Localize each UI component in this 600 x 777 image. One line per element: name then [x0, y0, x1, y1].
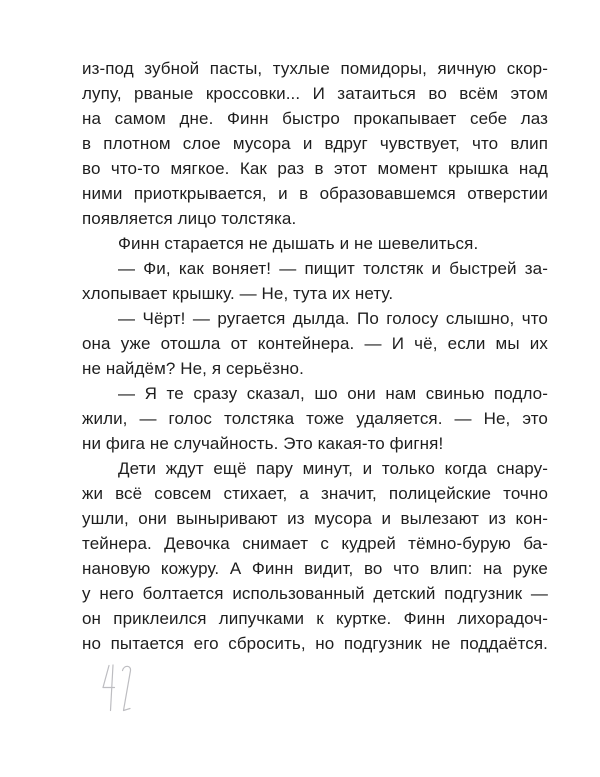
text-line: из-под зубной пасты, тухлые помидоры, яичную скор- — [82, 59, 548, 78]
page-text — [82, 56, 548, 656]
text-line: появляется лицо толстяка. — [82, 209, 297, 228]
text-line: ушли, они выныривают из мусора и вылезают из кон- — [82, 509, 548, 528]
page-number — [98, 663, 142, 713]
text-line: — Фи, как воняет! — пищит толстяк и быстрей за- — [118, 259, 548, 278]
text-line: — Чёрт! — ругается дылда. По голосу слышно, что — [118, 309, 548, 328]
text-line: жи всё совсем стихает, а значит, полицейские точно — [82, 484, 548, 503]
handwritten-42-glyph — [98, 663, 142, 713]
text-line: на самом дне. Финн быстро прокапывает себе лаз — [82, 109, 548, 128]
text-line: — Я те сразу сказал, шо они нам свинью подло- — [118, 384, 548, 403]
text-line: ними приоткрывается, и в образовавшемся отверстии — [82, 184, 548, 203]
text-line: хлопывает крышку. — Не, тута их нету. — [82, 284, 394, 303]
text-line: у него болтается использованный детский подгузник — — [82, 584, 548, 603]
text-line: в плотном слое мусора и вдруг чувствует, что влип — [82, 134, 548, 153]
text-line: ни фига не случайность. Это какая-то фигня! — [82, 434, 444, 453]
text-line: Дети ждут ещё пару минут, и только когда снару- — [118, 459, 548, 478]
text-line: жили, — голос толстяка тоже удаляется. — Не, это — [82, 409, 548, 428]
text-line: нановую кожуру. А Финн видит, во что влип: на руке — [82, 559, 548, 578]
text-line: во что-то мягкое. Как раз в этот момент крышка над — [82, 159, 548, 178]
text-line: он приклеился липучками к куртке. Финн лихорадоч- — [82, 609, 548, 628]
text-line: тейнера. Девочка снимает с кудрей тёмно-бурую ба- — [82, 534, 548, 553]
text-line: она уже отошла от контейнера. — И чё, если мы их — [82, 334, 548, 353]
text-line: не найдём? Не, я серьёзно. — [82, 359, 304, 378]
text-line: лупу, рваные кроссовки... И затаиться во всём этом — [82, 84, 548, 103]
text-line: Финн старается не дышать и не шевелиться. — [118, 234, 479, 253]
text-line: но пытается его сбросить, но подгузник не поддаётся. — [82, 634, 548, 653]
